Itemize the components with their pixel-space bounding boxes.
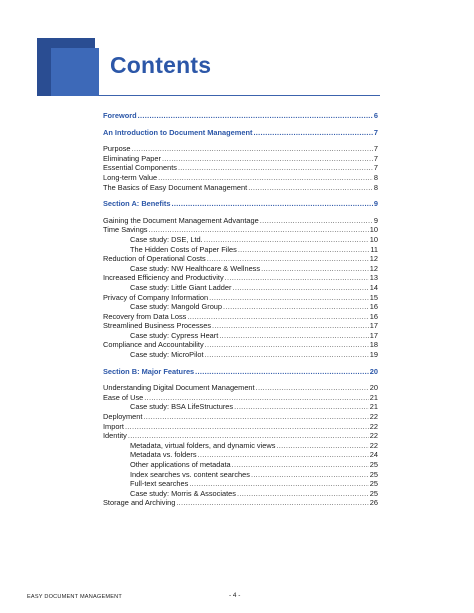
toc-entry-page: 15: [369, 292, 378, 302]
toc-dot-leader: [237, 489, 369, 499]
toc-entry-label: Streamlined Business Processes: [103, 321, 212, 331]
toc-entry-label: Case study: Morris & Associates: [130, 488, 236, 498]
toc-entry-label: Foreword: [103, 111, 137, 120]
toc-entry-label: Reduction of Operational Costs: [103, 254, 206, 264]
toc-entry-label: Purpose: [103, 144, 131, 154]
toc-dot-leader: [189, 479, 368, 489]
toc-entry-page: 14: [369, 282, 378, 292]
toc-dot-leader: [212, 321, 369, 331]
toc-entry-label: Section B: Major Features: [103, 366, 195, 376]
toc-entry[interactable]: [103, 340, 378, 350]
toc-entry[interactable]: [103, 235, 378, 245]
footer-page-number: - 4 -: [229, 592, 241, 599]
title-rule: [98, 95, 380, 96]
toc-entry[interactable]: [103, 154, 378, 164]
toc-entry-page: 10: [369, 225, 378, 235]
toc-section-entry[interactable]: [103, 128, 378, 138]
toc-dot-leader: [207, 254, 369, 264]
toc-entry-label: Compliance and Accountability: [103, 340, 204, 350]
toc-entry[interactable]: [103, 302, 378, 312]
toc-dot-leader: [253, 128, 372, 138]
toc-entry-page: 20: [369, 383, 378, 393]
toc-dot-leader: [205, 340, 369, 350]
toc-entry-label: Privacy of Company Information: [103, 292, 209, 302]
toc-entry-page: 21: [369, 392, 378, 402]
toc-entry[interactable]: [103, 283, 378, 293]
toc-dot-leader: [158, 173, 373, 183]
toc-entry[interactable]: [103, 183, 378, 193]
toc-dot-leader: [149, 225, 369, 235]
toc-dot-leader: [238, 245, 370, 255]
toc-entry[interactable]: [103, 479, 378, 489]
toc-entry-label: Case study: MicroPilot: [130, 350, 204, 360]
toc-entry[interactable]: [103, 173, 378, 183]
toc-spacer: [103, 209, 378, 216]
toc-entry-page: 16: [369, 302, 378, 312]
toc-section-entry[interactable]: [103, 111, 378, 121]
toc-entry-page: 24: [369, 450, 378, 460]
toc-entry[interactable]: [103, 273, 378, 283]
toc-entry-label: Time Savings: [103, 225, 148, 235]
toc-entry-label: Long-term Value: [103, 172, 158, 182]
toc-dot-leader: [234, 402, 369, 412]
toc-entry-label: Case study: DSE, Ltd.: [130, 234, 203, 244]
toc-entry-label: Case study: Cypress Heart: [130, 330, 219, 340]
toc-entry[interactable]: [103, 383, 378, 393]
toc-dot-leader: [198, 450, 369, 460]
toc-entry-page: 26: [369, 498, 378, 508]
toc-dot-leader: [143, 412, 368, 422]
toc-dot-leader: [125, 422, 369, 432]
toc-entry[interactable]: [103, 422, 378, 432]
toc-entry-page: 7: [373, 163, 378, 173]
toc-dot-leader: [232, 460, 369, 470]
toc-entry-page: 8: [373, 182, 378, 192]
toc-entry-page: 16: [369, 311, 378, 321]
toc-entry-label: Increased Efficiency and Productivity: [103, 273, 224, 283]
toc-entry-label: Gaining the Document Management Advantage: [103, 215, 259, 225]
toc-entry-label: Deployment: [103, 412, 143, 422]
toc-entry[interactable]: [103, 460, 378, 470]
toc-entry-label: Essential Components: [103, 163, 177, 173]
toc-dot-leader: [171, 199, 372, 209]
toc-section-entry[interactable]: [103, 367, 378, 377]
toc-entry-page: 7: [373, 127, 378, 137]
toc-entry[interactable]: [103, 216, 378, 226]
toc-dot-leader: [132, 144, 373, 154]
toc-entry-label: Eliminating Paper: [103, 153, 161, 163]
toc-entry-label: Full-text searches: [130, 479, 189, 489]
toc-dot-leader: [276, 441, 368, 451]
toc-dot-leader: [144, 393, 369, 403]
toc-entry-page: 25: [369, 469, 378, 479]
toc-section-entry[interactable]: [103, 199, 378, 209]
toc-entry-page: 7: [373, 144, 378, 154]
toc-entry-page: 10: [369, 234, 378, 244]
footer-document-title: EASY DOCUMENT MANAGEMENT: [27, 594, 123, 600]
toc-spacer: [103, 376, 378, 383]
toc-dot-leader: [178, 163, 373, 173]
toc-entry-page: 7: [373, 153, 378, 163]
toc-entry[interactable]: [103, 470, 378, 480]
toc-entry-page: 25: [369, 460, 378, 469]
toc-entry-page: 17: [369, 321, 378, 331]
toc-dot-leader: [261, 264, 369, 274]
toc-dot-leader: [225, 273, 369, 283]
toc-entry[interactable]: [103, 264, 378, 274]
toc-entry[interactable]: [103, 489, 378, 499]
toc-entry[interactable]: [103, 498, 378, 508]
toc-entry-label: An Introduction to Document Management: [103, 127, 253, 137]
toc-entry[interactable]: [103, 163, 378, 173]
toc-entry-label: Ease of Use: [103, 392, 144, 402]
toc-entry[interactable]: [103, 225, 378, 235]
toc-entry[interactable]: [103, 321, 378, 331]
toc-entry[interactable]: [103, 245, 378, 255]
logo-square-light: [51, 48, 99, 96]
toc-entry[interactable]: [103, 293, 378, 303]
toc-entry-page: 22: [369, 412, 378, 422]
toc-dot-leader: [138, 111, 373, 121]
toc-entry[interactable]: [103, 450, 378, 460]
toc-dot-leader: [260, 216, 373, 226]
toc-entry-page: 18: [369, 340, 378, 350]
toc-dot-leader: [176, 498, 368, 508]
toc-entry-page: 20: [369, 366, 378, 376]
toc-dot-leader: [128, 431, 369, 441]
toc-entry-label: Metadata vs. folders: [130, 450, 197, 460]
toc-dot-leader: [256, 383, 369, 393]
toc-dot-leader: [187, 312, 368, 322]
toc-entry-label: Import: [103, 421, 124, 431]
toc-dot-leader: [219, 331, 368, 341]
toc-entry[interactable]: [103, 312, 378, 322]
toc-entry-label: Case study: NW Healthcare & Wellness: [130, 263, 261, 273]
toc-entry-page: 13: [369, 273, 378, 283]
toc-entry[interactable]: [103, 412, 378, 422]
toc-entry-label: Other applications of metadata: [130, 460, 231, 469]
toc-spacer: [103, 121, 378, 128]
toc-dot-leader: [205, 350, 369, 360]
toc-entry-label: Storage and Archiving: [103, 498, 176, 508]
toc-spacer: [103, 192, 378, 199]
toc-entry-page: 22: [369, 421, 378, 431]
toc-dot-leader: [251, 470, 369, 480]
toc-entry-label: Metadata, virtual folders, and dynamic views: [130, 440, 276, 450]
toc-dot-leader: [248, 183, 373, 193]
toc-entry-label: Case study: BSA LifeStructures: [130, 402, 234, 412]
toc-entry-label: Case study: Mangold Group: [130, 302, 223, 312]
toc-entry-page: 12: [369, 263, 378, 273]
toc-entry-page: 6: [373, 111, 378, 120]
toc-entry[interactable]: [103, 402, 378, 412]
page-title: Contents: [110, 52, 212, 78]
toc-entry[interactable]: [103, 144, 378, 154]
toc-entry-label: The Basics of Easy Document Management: [103, 182, 248, 192]
toc-entry-label: Index searches vs. content searches: [130, 469, 250, 479]
toc-entry-page: 19: [369, 350, 378, 360]
toc-dot-leader: [232, 283, 368, 293]
toc-entry-page: 25: [369, 488, 378, 498]
toc-entry-page: 11: [370, 244, 378, 254]
toc-spacer: [103, 137, 378, 144]
toc-entry-page: 21: [369, 402, 378, 412]
toc-entry-page: 8: [373, 172, 378, 182]
toc-dot-leader: [209, 293, 369, 303]
toc-dot-leader: [162, 154, 373, 164]
toc-entry-page: 9: [373, 215, 378, 225]
toc-entry-label: Understanding Digital Document Management: [103, 383, 255, 393]
toc-entry-label: Recovery from Data Loss: [103, 311, 187, 321]
toc-entry[interactable]: [103, 331, 378, 341]
toc-entry[interactable]: [103, 431, 378, 441]
toc-entry[interactable]: [103, 441, 378, 451]
toc-dot-leader: [195, 367, 369, 377]
toc-dot-leader: [204, 235, 369, 245]
toc-entry-page: 12: [369, 254, 378, 264]
toc-entry-page: 25: [369, 479, 378, 489]
toc-entry[interactable]: [103, 350, 378, 360]
toc-entry-page: 22: [369, 431, 378, 441]
toc-entry-page: 17: [369, 330, 378, 340]
toc-entry-label: Identity: [103, 431, 127, 441]
toc-spacer: [103, 360, 378, 367]
toc-entry-page: 22: [369, 440, 378, 450]
table-of-contents: [103, 111, 378, 508]
toc-entry-label: Case study: Little Giant Ladder: [130, 282, 232, 292]
toc-entry[interactable]: [103, 254, 378, 264]
toc-dot-leader: [223, 302, 369, 312]
toc-entry-label: Section A: Benefits: [103, 199, 171, 209]
toc-entry-label: The Hidden Costs of Paper Files: [130, 244, 237, 254]
toc-entry-page: 9: [373, 199, 378, 209]
toc-entry[interactable]: [103, 393, 378, 403]
